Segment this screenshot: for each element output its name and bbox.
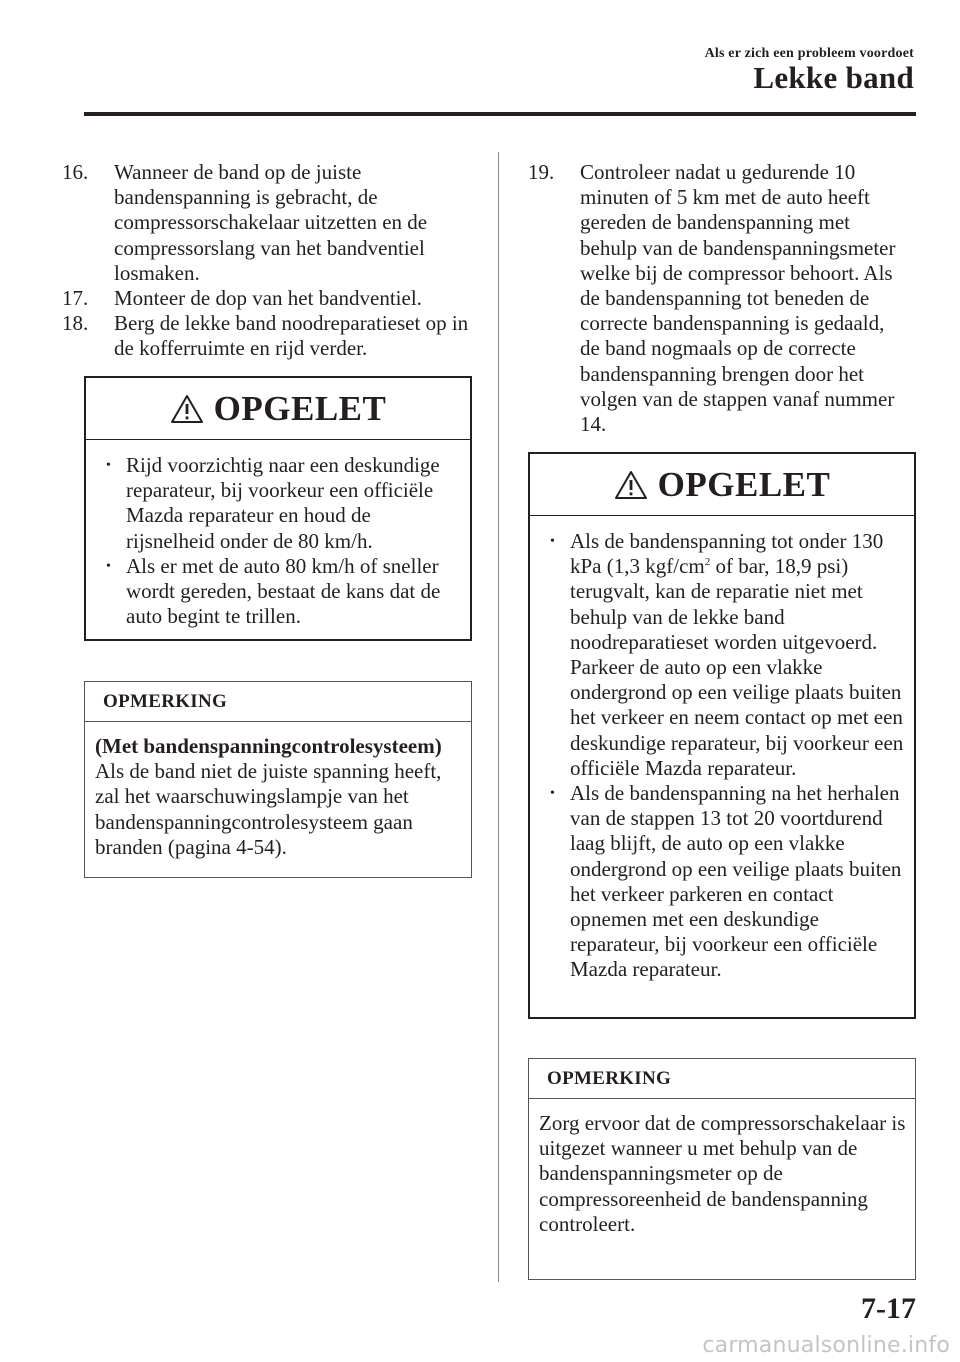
step-number: 18. [62,311,89,336]
bullet-text: Als er met de auto 80 km/h of sneller wordt gereden, bestaat de kans dat de auto begint te trillen. [126,553,441,629]
bullet-text-start: Als de bandenspanning tot onder 130 kPa (1,3 kgf/cm [570,529,884,579]
note-text: Als de band niet de juiste spanning heeft, zal het waarschuwingslampje van het bandenspanningcontrolesysteem gaan branden (pagina 4-54). [95,759,442,859]
bullet-dot: • [106,558,111,574]
step-16 [62,160,482,286]
step-number: 16. [62,160,89,184]
column-divider [498,152,499,1282]
note-text: Zorg ervoor dat de compressorschakelaar is uitgezet wanneer u met behulp van de bandenspanningsmeter op de compressoreenheid de bandenspanning controleert. [539,1111,906,1236]
bullet-dot: • [550,534,555,549]
caution-header [530,454,914,516]
note-condition: (Met bandenspanningcontrolesysteem) [95,734,442,758]
caution-bullet [102,453,462,554]
header-rule [84,112,916,116]
superscript: 2 [704,556,711,569]
note-body [529,1099,915,1245]
bullet-dot: • [106,458,111,473]
caution-bullet [546,529,906,781]
step-number: 19. [528,160,555,184]
note-body [85,722,471,868]
caution-title: OPGELET [657,464,831,504]
step-text: Monteer de dop van het bandventiel. [114,286,422,311]
note-title: OPMERKING [529,1059,915,1099]
bullet-text-end: of bar, 18,9 psi) terugvalt, kan de reparatie niet met behulp van de lekke band noodreparatieset worden uitgevoerd. Parkeer de auto op een vlakke ondergrond op een veilige plaats buiten het verkeer en neem contact op met een deskundige reparateur, bij voorkeur een officiële Mazda reparateur. [570,554,904,780]
step-text: Wanneer de band op de juiste bandenspanning is gebracht, de compressorschakelaar uitzetten en de compressorslang van het bandventiel losmaken. [114,160,428,285]
step-number: 17. [62,286,89,311]
caution-bullet [102,554,462,630]
bullet-text: Rijd voorzichtig naar een deskundige reparateur, bij voorkeur een officiële Mazda reparateur en houd de rijsnelheid onder de 80 km/h. [126,453,440,553]
caution-title: OPGELET [213,388,387,428]
left-steps [62,160,482,362]
warning-triangle-icon [614,470,648,500]
step-text: Berg de lekke band noodreparatieset op in de kofferruimte en rijd verder. [114,311,469,361]
bullet-dot: • [550,786,555,802]
watermark: carmanualsonline.info [702,1333,950,1358]
caution-header [86,378,470,440]
note-box-left [84,681,472,878]
caution-bullet [546,781,906,983]
note-box-right [528,1058,916,1280]
step-19 [528,160,908,437]
caution-body [86,440,470,639]
step-18 [62,311,482,361]
section-label: Als er zich een probleem voordoet [704,46,914,61]
step-17 [62,286,482,311]
step-text: Controleer nadat u gedurende 10 minuten of 5 km met de auto heeft gereden de bandenspanning met behulp van de bandenspanningsmeter welke bij de compressor behoort. Als de bandenspanning tot beneden de correcte bandenspanning is gedaald, de band nogmaals op de correcte bandenspanning brengen door het volgen van de stappen vanaf nummer 14. [580,160,896,437]
caution-box-left [84,376,472,641]
right-steps [528,160,908,437]
note-title: OPMERKING [85,682,471,722]
bullet-text: Als de bandenspanning na het herhalen van de stappen 13 tot 20 voortdurend laag blijft, de auto op een vlakke ondergrond op een veilige plaats buiten het verkeer parkeren en contact opnemen met een deskundige reparateur, bij voorkeur een officiële Mazda reparateur. [570,781,902,982]
bullet-text [570,529,903,780]
chapter-title: Lekke band [753,60,914,95]
page-number: 7-17 [861,1292,916,1325]
caution-body [530,516,914,993]
caution-box-right [528,452,916,1019]
warning-triangle-icon [170,394,204,424]
